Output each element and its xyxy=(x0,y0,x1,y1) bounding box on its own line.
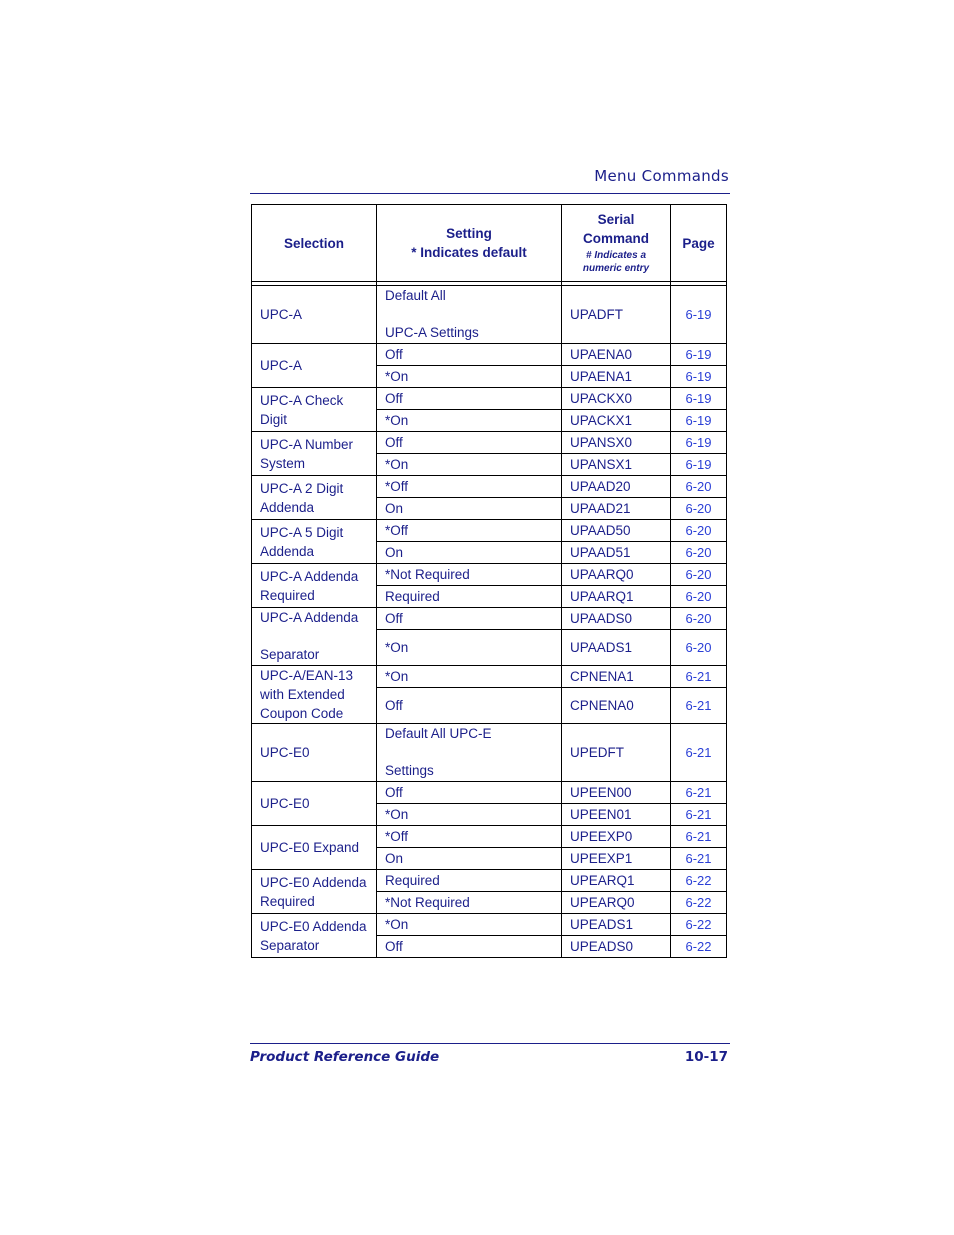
table-row xyxy=(252,520,727,542)
page-link[interactable]: 6-22 xyxy=(671,892,727,914)
cell-text-line: Settings xyxy=(385,763,434,778)
selection-cell xyxy=(252,520,377,564)
cell-text-line: UPC-E0 Addenda xyxy=(260,874,367,890)
selection-cell xyxy=(252,826,377,870)
serial-command-cell: UPAAD50 xyxy=(562,520,671,542)
cell-text-line: *On xyxy=(385,413,409,428)
cell-text-line: Separator xyxy=(260,647,320,662)
setting-cell xyxy=(377,688,562,724)
cell-text-line: On xyxy=(385,545,404,560)
page-header-title: Menu Commands xyxy=(594,167,729,185)
page-link[interactable]: 6-21 xyxy=(671,804,727,826)
page-link[interactable]: 6-20 xyxy=(671,542,727,564)
setting-cell xyxy=(377,410,562,432)
serial-command-cell: UPACKX1 xyxy=(562,410,671,432)
cell-text-line: On xyxy=(385,501,404,516)
page-link[interactable]: 6-20 xyxy=(671,608,727,630)
cell-text-line: Off xyxy=(385,785,403,800)
setting-cell xyxy=(377,666,562,688)
selection-cell xyxy=(252,564,377,608)
cell-text-line: Addenda xyxy=(260,543,315,559)
setting-cell xyxy=(377,782,562,804)
setting-cell xyxy=(377,454,562,476)
header-selection: Selection xyxy=(252,205,377,282)
table-header-row xyxy=(252,205,727,282)
cell-text-line: UPC-E0 xyxy=(260,745,310,760)
cell-text-line: Off xyxy=(385,611,403,626)
cell-text-line: Required xyxy=(260,587,315,603)
setting-cell xyxy=(377,892,562,914)
cell-text-line: UPC-E0 Addenda xyxy=(260,918,367,934)
serial-command-cell: UPEADS1 xyxy=(562,914,671,936)
page-link[interactable]: 6-19 xyxy=(671,388,727,410)
table-row xyxy=(252,666,727,688)
table-row xyxy=(252,344,727,366)
table-row xyxy=(252,286,727,344)
serial-command-cell: UPEADS0 xyxy=(562,936,671,958)
setting-cell xyxy=(377,586,562,608)
table-row xyxy=(252,826,727,848)
page-link[interactable]: 6-20 xyxy=(671,586,727,608)
cell-text-line: UPC-A/EAN-13 xyxy=(260,668,354,683)
table-row xyxy=(252,476,727,498)
header-page: Page xyxy=(671,205,727,282)
cell-text-line: Off xyxy=(385,939,403,954)
selection-cell xyxy=(252,432,377,476)
serial-command-cell: UPADFT xyxy=(562,286,671,344)
cell-text-line: Required xyxy=(385,589,440,604)
page-link[interactable]: 6-20 xyxy=(671,476,727,498)
serial-command-cell: UPAAD21 xyxy=(562,498,671,520)
setting-cell xyxy=(377,344,562,366)
cell-text-line: UPC-A xyxy=(260,358,303,373)
table-row xyxy=(252,608,727,630)
footer-page-number: 10-17 xyxy=(684,1049,728,1065)
setting-cell xyxy=(377,476,562,498)
serial-command-cell: UPAENA1 xyxy=(562,366,671,388)
setting-cell xyxy=(377,388,562,410)
cell-text-line: Default All xyxy=(385,288,446,303)
serial-command-cell: UPEDFT xyxy=(562,724,671,782)
setting-cell xyxy=(377,936,562,958)
page-link[interactable]: 6-21 xyxy=(671,724,727,782)
serial-command-cell: UPEARQ0 xyxy=(562,892,671,914)
page-link[interactable]: 6-20 xyxy=(671,520,727,542)
page-link[interactable]: 6-21 xyxy=(671,782,727,804)
table-row xyxy=(252,432,727,454)
page-link[interactable]: 6-19 xyxy=(671,454,727,476)
cell-text-line: System xyxy=(260,455,306,471)
cell-text-line: UPC-A 2 Digit xyxy=(260,480,344,496)
page-link[interactable]: 6-22 xyxy=(671,936,727,958)
selection-cell xyxy=(252,666,377,724)
page-link[interactable]: 6-19 xyxy=(671,286,727,344)
cell-text-line: UPC-A Addenda xyxy=(260,610,359,625)
cell-text-line: UPC-A Settings xyxy=(385,325,479,340)
cell-text-line: *Not Required xyxy=(385,895,470,910)
setting-cell xyxy=(377,826,562,848)
cell-text-line: *On xyxy=(385,457,409,472)
cell-text-line: UPC-A xyxy=(260,307,303,322)
serial-command-cell: UPAAD20 xyxy=(562,476,671,498)
page-link[interactable]: 6-21 xyxy=(671,666,727,688)
cell-text-line: UPC-A Addenda xyxy=(260,568,359,584)
serial-command-cell: UPAENA0 xyxy=(562,344,671,366)
cell-text-line: *Off xyxy=(385,479,409,494)
setting-cell xyxy=(377,286,562,344)
setting-cell xyxy=(377,608,562,630)
setting-cell xyxy=(377,630,562,666)
serial-command-cell: UPEEXP1 xyxy=(562,848,671,870)
cell-text-line: Default All UPC-E xyxy=(385,726,492,741)
serial-command-cell: UPEEN00 xyxy=(562,782,671,804)
serial-command-cell: UPAADS0 xyxy=(562,608,671,630)
page-link[interactable]: 6-21 xyxy=(671,826,727,848)
page-link[interactable]: 6-22 xyxy=(671,870,727,892)
header-setting: Setting * Indicates default xyxy=(377,205,562,282)
table-row xyxy=(252,724,727,782)
cell-text-line: Off xyxy=(385,391,403,406)
setting-cell xyxy=(377,870,562,892)
cell-text-line: *Not Required xyxy=(385,567,470,582)
cell-text-line: Coupon Code xyxy=(260,706,344,721)
serial-command-cell: UPANSX0 xyxy=(562,432,671,454)
table-row xyxy=(252,388,727,410)
table-body xyxy=(252,282,727,958)
menu-commands-table-wrapper xyxy=(251,204,727,958)
selection-cell xyxy=(252,388,377,432)
page-link[interactable]: 6-20 xyxy=(671,564,727,586)
table-row xyxy=(252,782,727,804)
cell-text-line: Required xyxy=(385,873,440,888)
setting-cell xyxy=(377,432,562,454)
setting-cell xyxy=(377,498,562,520)
cell-text-line: *On xyxy=(385,807,409,822)
serial-command-cell: UPAAD51 xyxy=(562,542,671,564)
cell-text-line: Addenda xyxy=(260,499,315,515)
cell-text-line: Off xyxy=(385,435,403,450)
cell-text-line: *On xyxy=(385,917,409,932)
setting-cell xyxy=(377,848,562,870)
cell-text-line: Required xyxy=(260,893,315,909)
selection-cell xyxy=(252,476,377,520)
setting-cell xyxy=(377,724,562,782)
cell-text-line: UPC-E0 xyxy=(260,796,310,811)
serial-command-cell: CPNENA0 xyxy=(562,688,671,724)
serial-command-cell: UPAARQ1 xyxy=(562,586,671,608)
menu-commands-table xyxy=(251,204,727,958)
setting-cell xyxy=(377,804,562,826)
selection-cell xyxy=(252,870,377,914)
serial-command-cell: UPACKX0 xyxy=(562,388,671,410)
page-link[interactable]: 6-19 xyxy=(671,410,727,432)
cell-text-line: UPC-A Check xyxy=(260,392,344,408)
cell-text-line: *On xyxy=(385,669,409,684)
page-link[interactable]: 6-20 xyxy=(671,630,727,666)
serial-command-cell: UPANSX1 xyxy=(562,454,671,476)
serial-command-cell: UPAADS1 xyxy=(562,630,671,666)
page-link[interactable]: 6-21 xyxy=(671,688,727,724)
cell-text-line: with Extended xyxy=(260,687,345,702)
cell-text-line: Off xyxy=(385,698,403,713)
cell-text-line: UPC-A Number xyxy=(260,436,354,452)
cell-text-line: *Off xyxy=(385,523,409,538)
cell-text-line: UPC-E0 Expand xyxy=(260,840,360,855)
selection-cell xyxy=(252,724,377,782)
serial-command-cell: CPNENA1 xyxy=(562,666,671,688)
cell-text-line: *On xyxy=(385,640,409,655)
page-link[interactable]: 6-21 xyxy=(671,848,727,870)
setting-cell xyxy=(377,914,562,936)
selection-cell xyxy=(252,914,377,958)
cell-text-line: Separator xyxy=(260,937,320,953)
serial-command-cell: UPEARQ1 xyxy=(562,870,671,892)
page-link[interactable]: 6-19 xyxy=(671,344,727,366)
setting-cell xyxy=(377,542,562,564)
cell-text-line: *On xyxy=(385,369,409,384)
cell-text-line: Off xyxy=(385,347,403,362)
serial-command-cell: UPEEXP0 xyxy=(562,826,671,848)
table-row xyxy=(252,914,727,936)
page-link[interactable]: 6-19 xyxy=(671,432,727,454)
page-link[interactable]: 6-19 xyxy=(671,366,727,388)
selection-cell xyxy=(252,782,377,826)
cell-text-line: On xyxy=(385,851,404,866)
page-link[interactable]: 6-22 xyxy=(671,914,727,936)
selection-cell xyxy=(252,608,377,666)
header-serial-command: Serial Command # Indicates a numeric entry xyxy=(562,205,671,282)
serial-command-cell: UPAARQ0 xyxy=(562,564,671,586)
table-row xyxy=(252,870,727,892)
cell-text-line: UPC-A 5 Digit xyxy=(260,524,344,540)
header-rule xyxy=(250,193,730,194)
serial-command-cell: UPEEN01 xyxy=(562,804,671,826)
selection-cell xyxy=(252,286,377,344)
setting-cell xyxy=(377,520,562,542)
selection-cell xyxy=(252,344,377,388)
footer-guide-title: Product Reference Guide xyxy=(250,1049,440,1065)
page-link[interactable]: 6-20 xyxy=(671,498,727,520)
footer-rule xyxy=(250,1043,730,1044)
setting-cell xyxy=(377,564,562,586)
setting-cell xyxy=(377,366,562,388)
cell-text-line: Digit xyxy=(260,411,288,427)
cell-text-line: *Off xyxy=(385,829,409,844)
table-row xyxy=(252,564,727,586)
